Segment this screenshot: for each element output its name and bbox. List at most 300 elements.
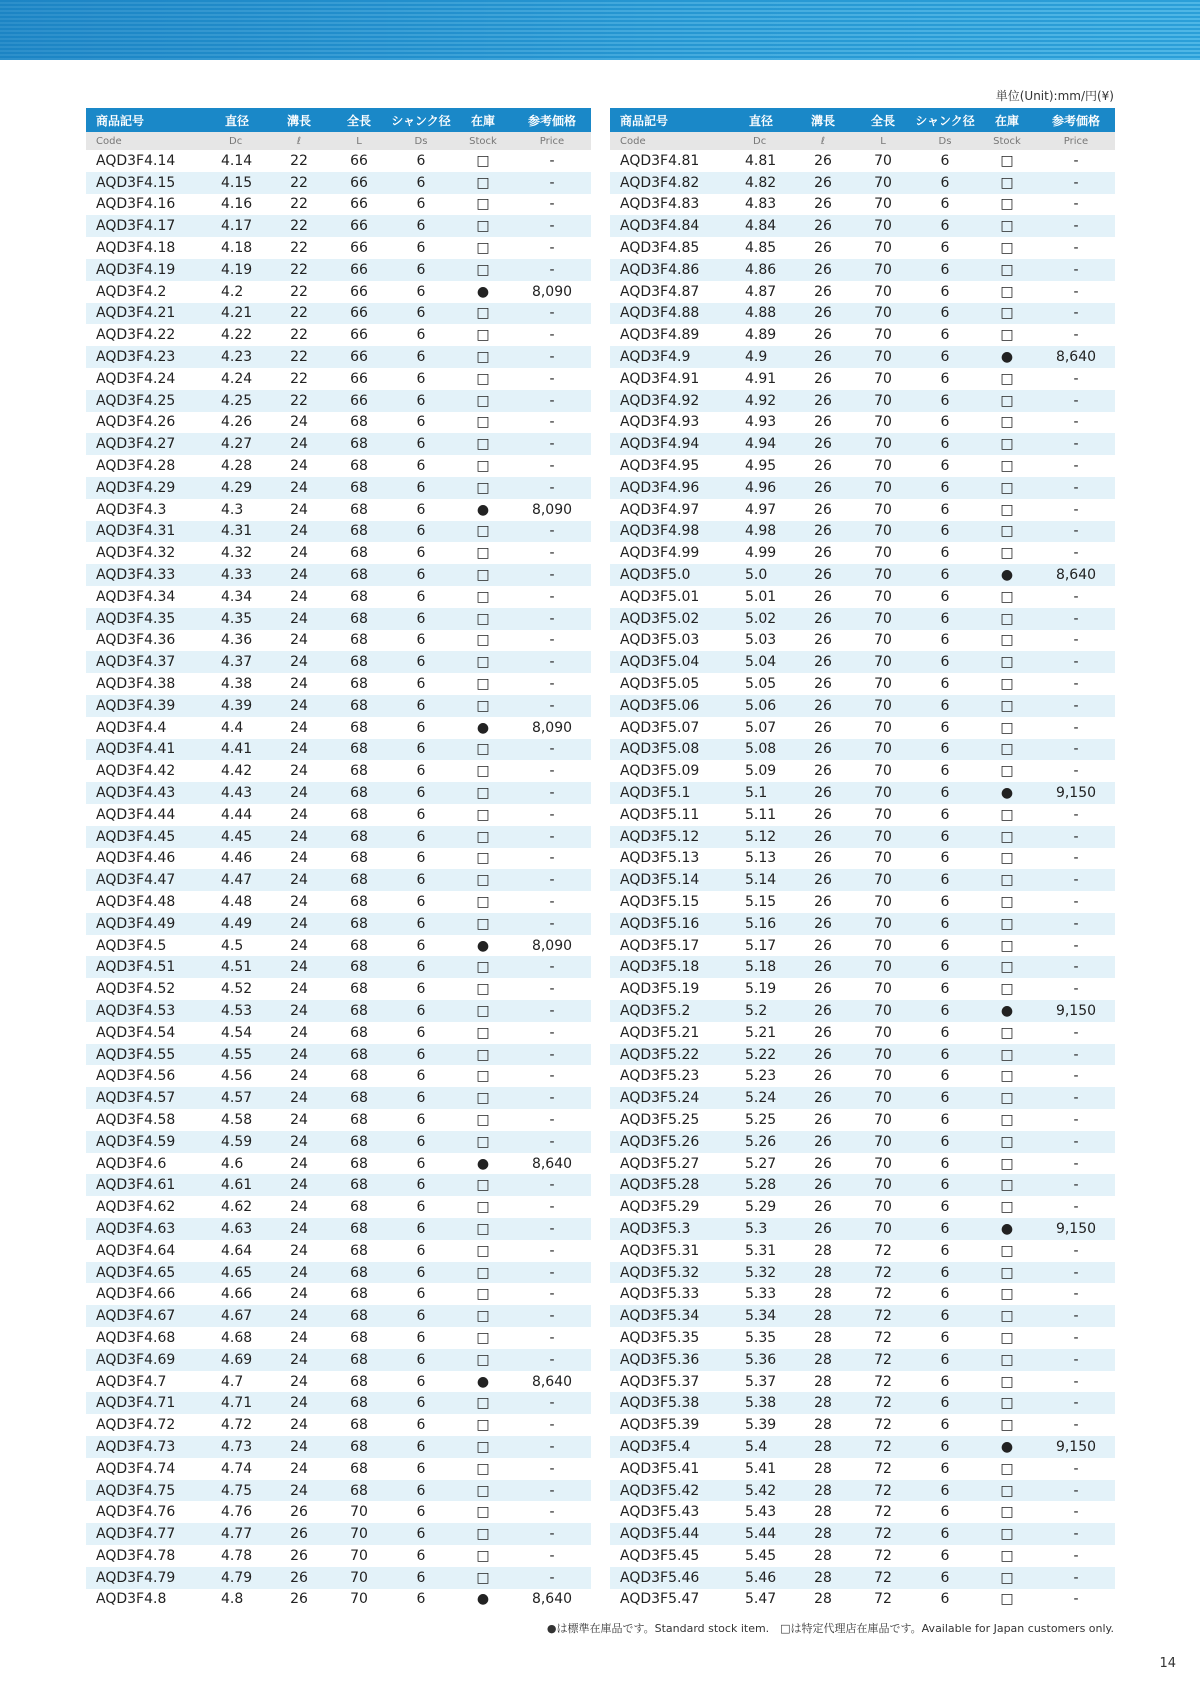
diameter: 4.18 [221, 240, 253, 257]
product-code: AQD3F4.67 [96, 1308, 176, 1325]
shank-diameter: 6 [416, 261, 426, 278]
diameter: 5.25 [745, 1111, 777, 1128]
stock-status: □ [1000, 806, 1014, 823]
shank-diameter: 6 [416, 1068, 426, 1085]
price: - [1073, 1482, 1079, 1499]
flute-length: 24 [290, 1395, 308, 1412]
shank-diameter: 6 [940, 1177, 950, 1194]
overall-length: 70 [874, 937, 892, 954]
shank-diameter: 6 [416, 327, 426, 344]
overall-length: 68 [350, 632, 368, 649]
product-code: AQD3F4.93 [620, 414, 700, 431]
flute-length: 26 [814, 523, 832, 540]
diameter: 5.15 [745, 893, 777, 910]
shank-diameter: 6 [940, 1504, 950, 1521]
price: - [549, 588, 555, 605]
price: - [549, 741, 555, 758]
overall-length: 70 [874, 305, 892, 322]
overall-length: 70 [874, 1090, 892, 1107]
price: - [549, 1329, 555, 1346]
price: - [549, 327, 555, 344]
table-row [610, 390, 1115, 412]
shank-diameter: 6 [940, 1286, 950, 1303]
stock-status: □ [1000, 1395, 1014, 1412]
product-table-right [610, 108, 1115, 1610]
stock-status: □ [476, 196, 490, 213]
diameter: 5.35 [745, 1329, 777, 1346]
product-code: AQD3F4.47 [96, 872, 176, 889]
diameter: 5.14 [745, 872, 777, 889]
product-code: AQD3F5.45 [620, 1547, 700, 1564]
table-row [610, 1262, 1115, 1284]
table-row [86, 259, 591, 281]
product-code: AQD3F4.15 [96, 174, 176, 191]
stock-status: □ [1000, 305, 1014, 322]
product-code: AQD3F4.36 [96, 632, 176, 649]
shank-diameter: 6 [940, 1133, 950, 1150]
diameter: 5.12 [745, 828, 777, 845]
product-code: AQD3F4.23 [96, 349, 176, 366]
table-row [610, 826, 1115, 848]
product-code: AQD3F4.34 [96, 588, 176, 605]
diameter: 5.18 [745, 959, 777, 976]
price: - [1073, 1024, 1079, 1041]
shank-diameter: 6 [940, 1417, 950, 1434]
product-code: AQD3F4.66 [96, 1286, 176, 1303]
price: - [1073, 1090, 1079, 1107]
flute-length: 24 [290, 1286, 308, 1303]
price: - [1073, 152, 1079, 169]
table-row [610, 1545, 1115, 1567]
subheader-flute-length: ℓ [296, 135, 302, 147]
overall-length: 68 [350, 1395, 368, 1412]
product-code: AQD3F4.72 [96, 1417, 176, 1434]
price: - [1073, 479, 1079, 496]
table-row [86, 956, 591, 978]
product-code: AQD3F5.1 [620, 785, 691, 801]
shank-diameter: 6 [940, 1482, 950, 1499]
product-code: AQD3F5.17 [620, 937, 700, 954]
overall-length: 70 [874, 806, 892, 823]
product-code: AQD3F5.34 [620, 1308, 700, 1325]
table-row [610, 804, 1115, 826]
product-code: AQD3F4.37 [96, 654, 176, 671]
table-row [86, 542, 591, 564]
diameter: 4.8 [221, 1591, 244, 1608]
table-row [610, 913, 1115, 935]
price: - [1073, 1242, 1079, 1259]
flute-length: 24 [290, 893, 308, 910]
product-code: AQD3F4.68 [96, 1329, 176, 1346]
flute-length: 26 [814, 1155, 832, 1172]
diameter: 5.17 [745, 937, 777, 954]
stock-status: ● [476, 719, 490, 736]
flute-length: 22 [290, 240, 308, 257]
table-row [86, 1480, 591, 1502]
diameter: 4.39 [221, 697, 253, 714]
header-diameter: 直径 [749, 113, 774, 128]
shank-diameter: 6 [416, 283, 426, 300]
overall-length: 68 [350, 1460, 368, 1477]
diameter: 4.57 [221, 1090, 253, 1107]
overall-length: 70 [874, 785, 892, 801]
stock-status: □ [476, 240, 490, 257]
stock-status: □ [476, 872, 490, 889]
diameter: 4.64 [221, 1242, 253, 1259]
flute-length: 24 [290, 1329, 308, 1346]
shank-diameter: 6 [416, 1547, 426, 1564]
price: - [1073, 501, 1079, 518]
overall-length: 70 [874, 545, 892, 562]
overall-length: 70 [874, 915, 892, 932]
overall-length: 68 [350, 545, 368, 562]
overall-length: 68 [350, 915, 368, 932]
diameter: 4.96 [745, 479, 777, 496]
stock-status: □ [1000, 1351, 1014, 1368]
product-code: AQD3F4.54 [96, 1024, 176, 1041]
table-body-right [610, 150, 1115, 1610]
stock-status: ● [1000, 349, 1014, 366]
table-row [86, 673, 591, 695]
overall-length: 68 [350, 458, 368, 475]
price: - [1073, 1133, 1079, 1150]
overall-length: 68 [350, 981, 368, 998]
flute-length: 26 [814, 458, 832, 475]
price: - [549, 174, 555, 191]
diameter: 4.55 [221, 1046, 253, 1063]
table-row [610, 891, 1115, 913]
diameter: 5.16 [745, 915, 777, 932]
diameter: 5.1 [745, 785, 768, 801]
overall-length: 72 [874, 1504, 892, 1521]
diameter: 4.75 [221, 1482, 253, 1499]
price: - [1073, 610, 1079, 627]
overall-length: 70 [874, 240, 892, 257]
header-code: 商品記号 [96, 113, 145, 128]
flute-length: 26 [814, 741, 832, 758]
stock-status: □ [476, 1395, 490, 1412]
flute-length: 24 [290, 719, 308, 736]
table-row [610, 1000, 1115, 1022]
shank-diameter: 6 [416, 610, 426, 627]
stock-status: □ [1000, 1329, 1014, 1346]
diameter: 4.17 [221, 218, 253, 235]
product-code: AQD3F4.33 [96, 567, 176, 584]
product-code: AQD3F5.41 [620, 1460, 700, 1477]
diameter: 5.19 [745, 981, 777, 998]
flute-length: 24 [290, 1111, 308, 1128]
price: - [549, 1177, 555, 1194]
stock-status: □ [476, 1526, 490, 1543]
flute-length: 24 [290, 1002, 308, 1019]
product-code: AQD3F4.38 [96, 676, 176, 693]
diameter: 4.41 [221, 741, 253, 758]
stock-status: □ [476, 1569, 490, 1586]
price: 8,090 [531, 501, 573, 518]
product-code: AQD3F4.2 [96, 283, 167, 300]
shank-diameter: 6 [940, 763, 950, 780]
stock-status: □ [476, 1504, 490, 1521]
price: - [1073, 937, 1079, 954]
diameter: 5.42 [745, 1482, 777, 1499]
overall-length: 70 [874, 1220, 892, 1237]
shank-diameter: 6 [416, 1242, 426, 1259]
flute-length: 26 [814, 392, 832, 409]
diameter: 4.54 [221, 1024, 253, 1041]
table-row [610, 259, 1115, 281]
table-row [610, 586, 1115, 608]
product-code: AQD3F4.98 [620, 523, 700, 540]
stock-status: □ [1000, 1308, 1014, 1325]
stock-status: □ [476, 850, 490, 867]
flute-length: 28 [814, 1308, 832, 1325]
overall-length: 68 [350, 1373, 368, 1390]
shank-diameter: 6 [940, 850, 950, 867]
price: - [1073, 697, 1079, 714]
product-code: AQD3F4.39 [96, 697, 176, 714]
table-row [86, 455, 591, 477]
shank-diameter: 6 [416, 458, 426, 475]
price: - [1073, 850, 1079, 867]
price: - [1073, 872, 1079, 889]
flute-length: 26 [290, 1547, 308, 1564]
diameter: 4.43 [221, 785, 253, 801]
flute-length: 22 [290, 370, 308, 387]
product-code: AQD3F4.84 [620, 218, 700, 235]
product-code: AQD3F4.44 [96, 806, 176, 823]
flute-length: 26 [814, 1068, 832, 1085]
stock-status: □ [476, 261, 490, 278]
overall-length: 70 [874, 1133, 892, 1150]
table-row [86, 412, 591, 434]
product-code: AQD3F4.85 [620, 240, 700, 257]
overall-length: 72 [874, 1591, 892, 1608]
header-price: 参考価格 [1051, 113, 1100, 128]
stock-status: □ [476, 1460, 490, 1477]
shank-diameter: 6 [416, 1024, 426, 1041]
diameter: 4.36 [221, 632, 253, 649]
subheader-price: Price [539, 135, 565, 147]
stock-status: □ [476, 1417, 490, 1434]
table-row [86, 1087, 591, 1109]
product-code: AQD3F4.21 [96, 305, 176, 322]
price: - [549, 850, 555, 867]
table-row [86, 782, 591, 804]
diameter: 4.91 [745, 370, 777, 387]
table-row [610, 150, 1115, 172]
shank-diameter: 6 [940, 152, 950, 169]
price: - [1073, 174, 1079, 191]
stock-status: □ [1000, 283, 1014, 300]
product-code: AQD3F4.74 [96, 1460, 176, 1477]
table-row [86, 1392, 591, 1414]
flute-length: 24 [290, 1046, 308, 1063]
shank-diameter: 6 [940, 240, 950, 257]
flute-length: 28 [814, 1395, 832, 1412]
diameter: 4.28 [221, 458, 253, 475]
flute-length: 24 [290, 1155, 308, 1172]
product-code: AQD3F4.91 [620, 370, 700, 387]
table-row [610, 303, 1115, 325]
diameter: 4.32 [221, 545, 253, 562]
diameter: 5.11 [745, 806, 777, 823]
diameter: 5.29 [745, 1199, 777, 1216]
table-row [610, 1065, 1115, 1087]
price: - [549, 349, 555, 366]
flute-length: 24 [290, 697, 308, 714]
stock-status: □ [476, 1242, 490, 1259]
table-row [86, 303, 591, 325]
flute-length: 22 [290, 327, 308, 344]
diameter: 5.0 [745, 567, 768, 584]
price: - [549, 697, 555, 714]
flute-length: 26 [814, 196, 832, 213]
shank-diameter: 6 [940, 1591, 950, 1608]
flute-length: 26 [814, 828, 832, 845]
stock-status: □ [1000, 915, 1014, 932]
table-row [610, 760, 1115, 782]
stock-status: □ [476, 1068, 490, 1085]
price: - [549, 1417, 555, 1434]
flute-length: 26 [814, 479, 832, 496]
shank-diameter: 6 [940, 545, 950, 562]
overall-length: 70 [874, 501, 892, 518]
diameter: 5.01 [745, 588, 777, 605]
table-row [610, 1349, 1115, 1371]
overall-length: 72 [874, 1395, 892, 1412]
product-code: AQD3F5.14 [620, 872, 700, 889]
flute-length: 28 [814, 1242, 832, 1259]
stock-status: □ [1000, 1199, 1014, 1216]
diameter: 4.67 [221, 1308, 253, 1325]
diameter: 4.46 [221, 850, 253, 867]
flute-length: 24 [290, 676, 308, 693]
overall-length: 72 [874, 1417, 892, 1434]
diameter: 4.62 [221, 1199, 253, 1216]
diameter: 5.31 [745, 1242, 777, 1259]
product-code: AQD3F4.25 [96, 392, 176, 409]
diameter: 4.63 [221, 1220, 253, 1237]
shank-diameter: 6 [416, 1177, 426, 1194]
shank-diameter: 6 [940, 1155, 950, 1172]
flute-length: 26 [814, 806, 832, 823]
header-stock: 在庫 [470, 113, 495, 128]
shank-diameter: 6 [416, 1155, 426, 1172]
shank-diameter: 6 [940, 1460, 950, 1477]
shank-diameter: 6 [416, 915, 426, 932]
overall-length: 72 [874, 1526, 892, 1543]
price: - [1073, 414, 1079, 431]
subheader-shank: Ds [938, 135, 952, 147]
product-code: AQD3F4.29 [96, 479, 176, 496]
overall-length: 70 [874, 370, 892, 387]
flute-length: 26 [814, 1220, 832, 1237]
shank-diameter: 6 [416, 1199, 426, 1216]
shank-diameter: 6 [416, 588, 426, 605]
flute-length: 24 [290, 545, 308, 562]
diameter: 5.2 [745, 1002, 768, 1019]
flute-length: 26 [290, 1569, 308, 1586]
stock-status: □ [1000, 893, 1014, 910]
price: - [1073, 1591, 1079, 1608]
product-code: AQD3F5.44 [620, 1526, 700, 1543]
table-row [610, 1174, 1115, 1196]
flute-length: 26 [814, 763, 832, 780]
shank-diameter: 6 [416, 937, 426, 954]
stock-status: □ [476, 305, 490, 322]
shank-diameter: 6 [416, 1482, 426, 1499]
price: - [549, 915, 555, 932]
product-code: AQD3F4.53 [96, 1002, 176, 1019]
shank-diameter: 6 [940, 327, 950, 344]
overall-length: 72 [874, 1286, 892, 1303]
product-code: AQD3F5.07 [620, 719, 700, 736]
product-code: AQD3F5.05 [620, 676, 700, 693]
overall-length: 70 [874, 719, 892, 736]
product-code: AQD3F4.16 [96, 196, 176, 213]
stock-status: □ [476, 588, 490, 605]
price: 9,150 [1055, 1220, 1097, 1237]
shank-diameter: 6 [416, 305, 426, 322]
flute-length: 26 [814, 501, 832, 518]
price: - [1073, 283, 1079, 300]
price: - [1073, 1547, 1079, 1564]
price: - [549, 1569, 555, 1586]
flute-length: 26 [814, 654, 832, 671]
price: - [549, 1395, 555, 1412]
flute-length: 26 [814, 1046, 832, 1063]
product-code: AQD3F4.78 [96, 1547, 176, 1564]
table-row [86, 1589, 591, 1611]
diameter: 5.3 [745, 1220, 768, 1237]
product-code: AQD3F5.31 [620, 1242, 700, 1259]
stock-status: ● [476, 283, 490, 300]
table-row [86, 324, 591, 346]
product-code: AQD3F5.12 [620, 828, 700, 845]
table-row [86, 346, 591, 368]
product-code: AQD3F5.04 [620, 654, 700, 671]
table-row [610, 1523, 1115, 1545]
shank-diameter: 6 [416, 196, 426, 213]
shank-diameter: 6 [940, 283, 950, 300]
product-code: AQD3F4.35 [96, 610, 176, 627]
stock-status: □ [476, 828, 490, 845]
product-code: AQD3F5.27 [620, 1155, 700, 1172]
flute-length: 22 [290, 152, 308, 169]
flute-length: 28 [814, 1264, 832, 1281]
table-row [86, 477, 591, 499]
overall-length: 68 [350, 697, 368, 714]
price: - [1073, 327, 1079, 344]
overall-length: 70 [874, 261, 892, 278]
table-row [86, 215, 591, 237]
diameter: 4.24 [221, 370, 253, 387]
stock-status: □ [1000, 1133, 1014, 1150]
stock-status: □ [476, 741, 490, 758]
product-code: AQD3F5.46 [620, 1569, 700, 1586]
flute-length: 22 [290, 261, 308, 278]
stock-status: □ [476, 1308, 490, 1325]
diameter: 4.86 [745, 261, 777, 278]
shank-diameter: 6 [416, 1220, 426, 1237]
flute-length: 26 [814, 545, 832, 562]
shank-diameter: 6 [416, 1286, 426, 1303]
diameter: 5.33 [745, 1286, 777, 1303]
table-row [610, 1589, 1115, 1611]
shank-diameter: 6 [416, 981, 426, 998]
price: - [549, 1547, 555, 1564]
diameter: 5.37 [745, 1373, 777, 1390]
